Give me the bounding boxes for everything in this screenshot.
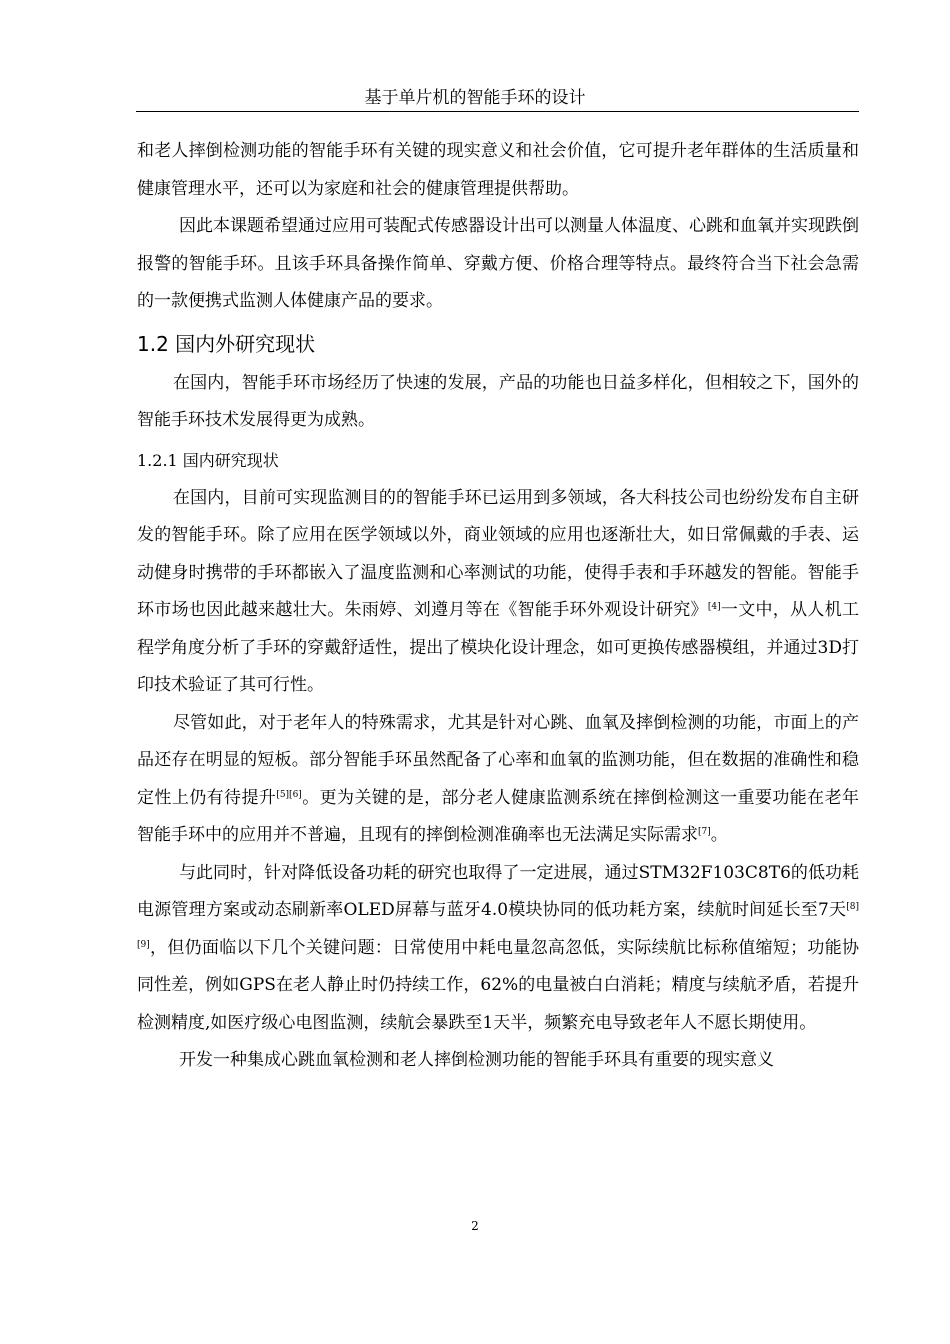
paragraph-6-text-b: ，但仍面临以下几个关键问题：日常使用中耗电量忽高忽低，实际续航比标称值缩短；功能协同性差，例如GPS在老人静止时仍持续工作，62%的电量被白白消耗；精度与续航矛盾，若提升检测精度,如医疗级心电图监测，续航会暴跌至1天半，频繁充电导致老年人不愿长期使用。 bbox=[137, 937, 859, 1033]
paragraph-6-text-a: 与此同时，针对降低设备功耗的研究也取得了一定进展，通过STM32F103C8T6的低功耗电源管理方案或动态刷新率OLED屏幕与蓝牙4.0模块协同的低功耗方案，续航时间延长至7天 bbox=[137, 862, 859, 920]
page-number: 2 bbox=[471, 1219, 479, 1233]
paragraph-5 bbox=[137, 705, 859, 855]
subsection-heading-1-2-1: 1.2.1 国内研究现状 bbox=[137, 450, 279, 470]
running-header-title: 基于单片机的智能手环的设计 bbox=[364, 88, 586, 108]
citation-4: [4] bbox=[707, 602, 721, 612]
section-heading-1-2: 1.2 国内外研究现状 bbox=[137, 331, 316, 356]
citation-5-6: [5][6] bbox=[276, 789, 302, 800]
paragraph-4-text-a: 在国内，目前可实现监测目的的智能手环已运用到多领域，各大科技公司也纷纷发布自主研发的智能手环。除了应用在医学领域以外，商业领域的应用也逐渐壮大，如日常佩戴的手表、运动健身时携带的手环都嵌入了温度监测和心率测试的功能，使得手表和手环越发的智能。智能手环市场也因此越来越壮大。朱雨婷、刘遵月等在《智能手环外观设计研究》 bbox=[137, 487, 859, 620]
paragraph-5-text-b: 。更为关键的是，部分老人健康监测系统在摔倒检测这一重要功能在老年智能手环中的应用并不普遍，且现有的摔倒检测准确率也无法满足实际需求 bbox=[137, 787, 860, 845]
paragraph-4-text-b: 一文中，从人机工程学角度分析了手环的穿戴舒适性，提出了模块化设计理念，如可更换传感器模组，并通过3D打印技术验证了其可行性。 bbox=[137, 600, 859, 695]
paragraph-1: 和老人摔倒检测功能的智能手环有关键的现实意义和社会价值，它可提升老年群体的生活质量和健康管理水平，还可以为家庭和社会的健康管理提供帮助。 bbox=[137, 141, 859, 199]
paragraph-6 bbox=[137, 855, 859, 1043]
paragraph-5-text-c: 。 bbox=[710, 825, 728, 845]
paragraph-5-text-a: 尽管如此，对于老年人的特殊需求，尤其是针对心跳、血氧及摔倒检测的功能，市面上的产品还存在明显的短板。部分智能手环虽然配备了心率和血氧的监测功能，但在数据的准确性和稳定性上仍有待提升 bbox=[137, 712, 859, 808]
paragraph-7: 开发一种集成心跳血氧检测和老人摔倒检测功能的智能手环具有重要的现实意义 bbox=[179, 1050, 774, 1070]
header-rule bbox=[136, 111, 859, 112]
citation-8-9: [8][9] bbox=[137, 902, 859, 950]
paragraph-2: 因此本课题希望通过应用可装配式传感器设计出可以测量人体温度、心跳和血氧并实现跌倒报警的智能手环。且该手环具备操作简单、穿戴方便、价格合理等特点。最终符合当下社会急需的一款便携式监测人体健康产品的要求。 bbox=[137, 216, 859, 311]
paragraph-3: 在国内，智能手环市场经历了快速的发展，产品的功能也日益多样化，但相较之下，国外的智能手环技术发展得更为成熟。 bbox=[137, 372, 859, 430]
citation-7: [7] bbox=[698, 827, 711, 837]
paragraph-4 bbox=[137, 480, 859, 705]
document-body bbox=[137, 133, 859, 1080]
